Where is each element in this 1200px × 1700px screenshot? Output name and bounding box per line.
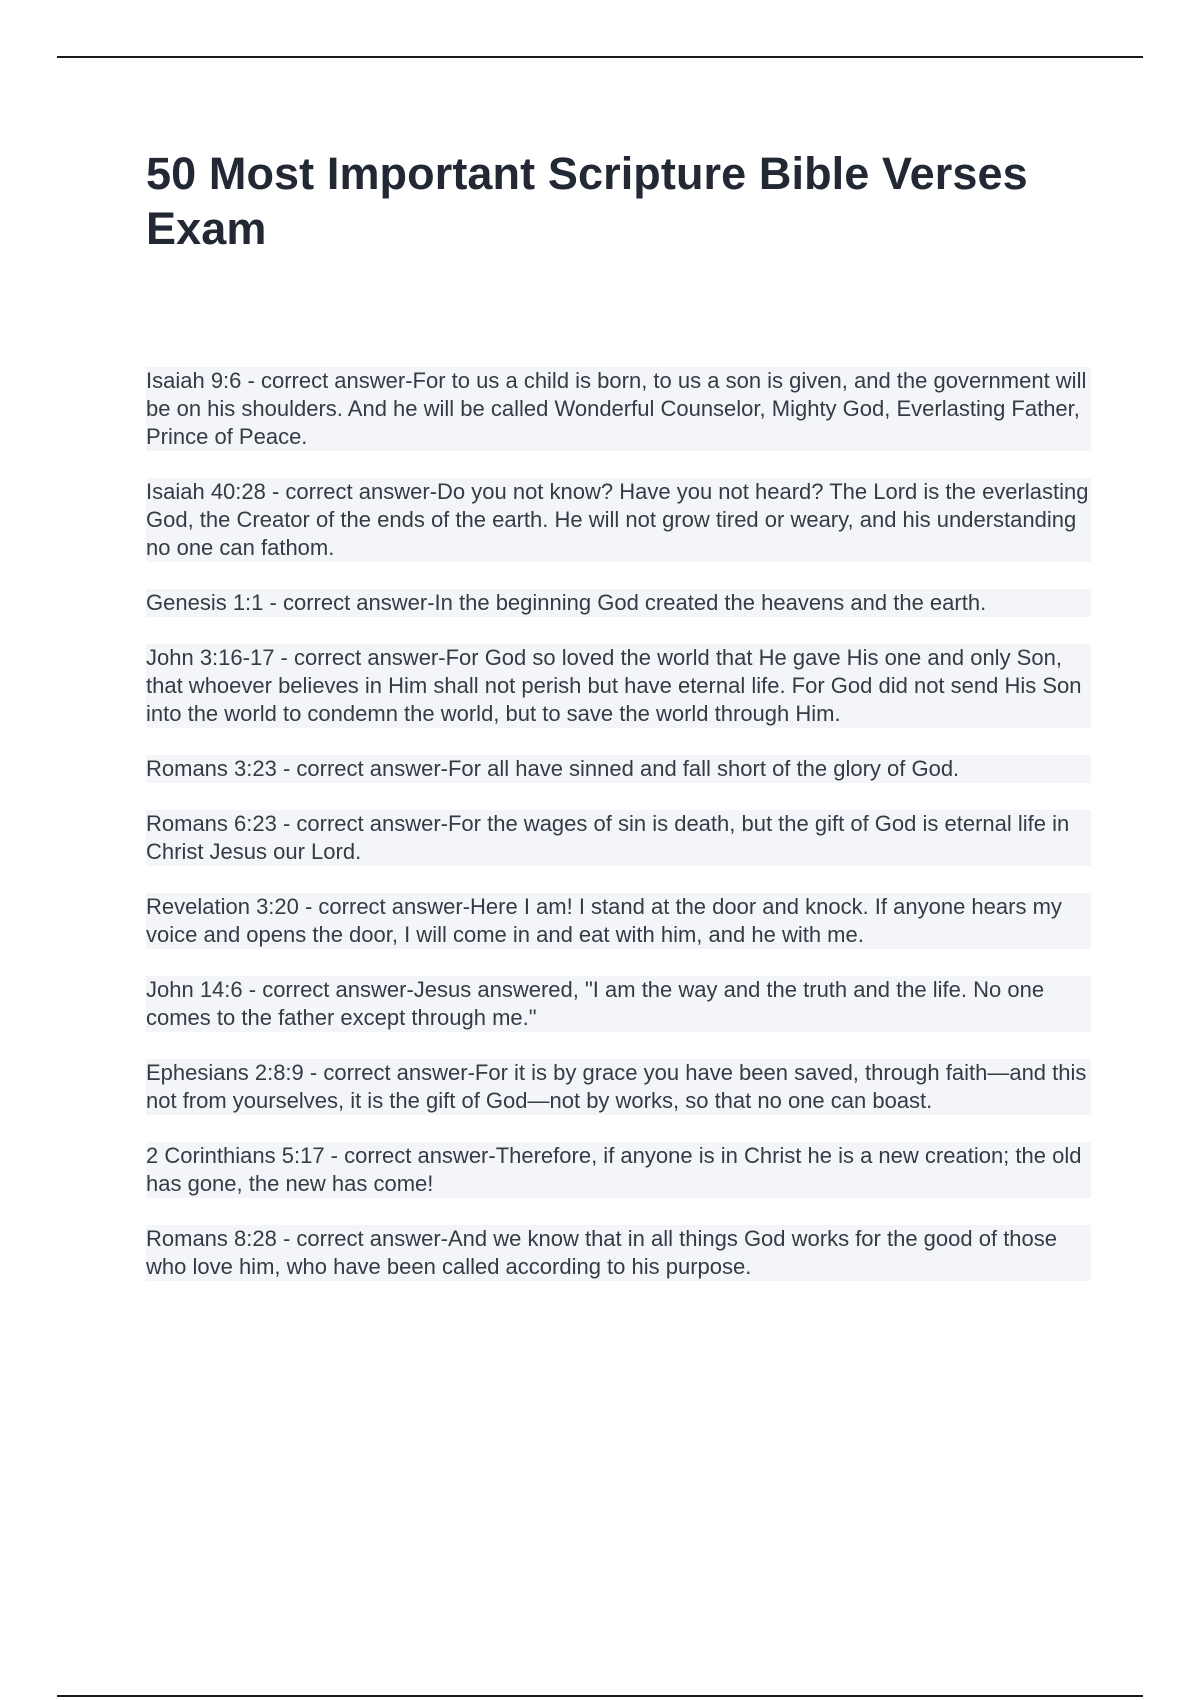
verse-text: John 14:6 - correct answer-Jesus answered, "I am the way and the truth and the life. No one comes to the father except through me." — [146, 977, 1045, 1030]
verse-text: Romans 6:23 - correct answer-For the wages of sin is death, but the gift of God is eternal life in Christ Jesus our Lord. — [146, 811, 1070, 864]
verse-list — [146, 367, 1091, 1308]
top-rule — [57, 56, 1143, 58]
page-title: 50 Most Important Scripture Bible Verses Exam — [146, 148, 1028, 254]
verse-text: Isaiah 9:6 - correct answer-For to us a child is born, to us a son is given, and the government will be on his shoulders. And he will be called Wonderful Counselor, Mighty God, Everlasting Father, Prince of Peace. — [146, 368, 1087, 449]
verse-entry — [146, 976, 1091, 1032]
verse-text: Genesis 1:1 - correct answer-In the beginning God created the heavens and the earth. — [146, 590, 987, 615]
verse-entry — [146, 1059, 1091, 1115]
verse-entry — [146, 478, 1091, 562]
verse-entry — [146, 1225, 1091, 1281]
verse-text: Romans 8:28 - correct answer-And we know that in all things God works for the good of those who love him, who have been called according to his purpose. — [146, 1226, 1058, 1279]
verse-text: Isaiah 40:28 - correct answer-Do you not know? Have you not heard? The Lord is the everlasting God, the Creator of the ends of the earth. He will not grow tired or weary, and his understanding no one can fathom. — [146, 479, 1089, 560]
verse-entry — [146, 644, 1091, 728]
verse-text: Romans 3:23 - correct answer-For all have sinned and fall short of the glory of God. — [146, 756, 960, 781]
verse-entry — [146, 810, 1091, 866]
verse-text: Ephesians 2:8:9 - correct answer-For it is by grace you have been saved, through faith—and this not from yourselves, it is the gift of God—not by works, so that no one can boast. — [146, 1060, 1087, 1113]
verse-entry — [146, 367, 1091, 451]
verse-text: John 3:16-17 - correct answer-For God so loved the world that He gave His one and only Son, that whoever believes in Him shall not perish but have eternal life. For God did not send His Son into the world to condemn the world, but to save the world through Him. — [146, 645, 1082, 726]
verse-entry — [146, 755, 1091, 783]
verse-text: 2 Corinthians 5:17 - correct answer-Therefore, if anyone is in Christ he is a new creation; the old has gone, the new has come! — [146, 1143, 1082, 1196]
verse-text: Revelation 3:20 - correct answer-Here I am! I stand at the door and knock. If anyone hears my voice and opens the door, I will come in and eat with him, and he with me. — [146, 894, 1062, 947]
verse-entry — [146, 893, 1091, 949]
bottom-rule — [57, 1695, 1143, 1697]
verse-entry — [146, 1142, 1091, 1198]
verse-entry — [146, 589, 1091, 617]
